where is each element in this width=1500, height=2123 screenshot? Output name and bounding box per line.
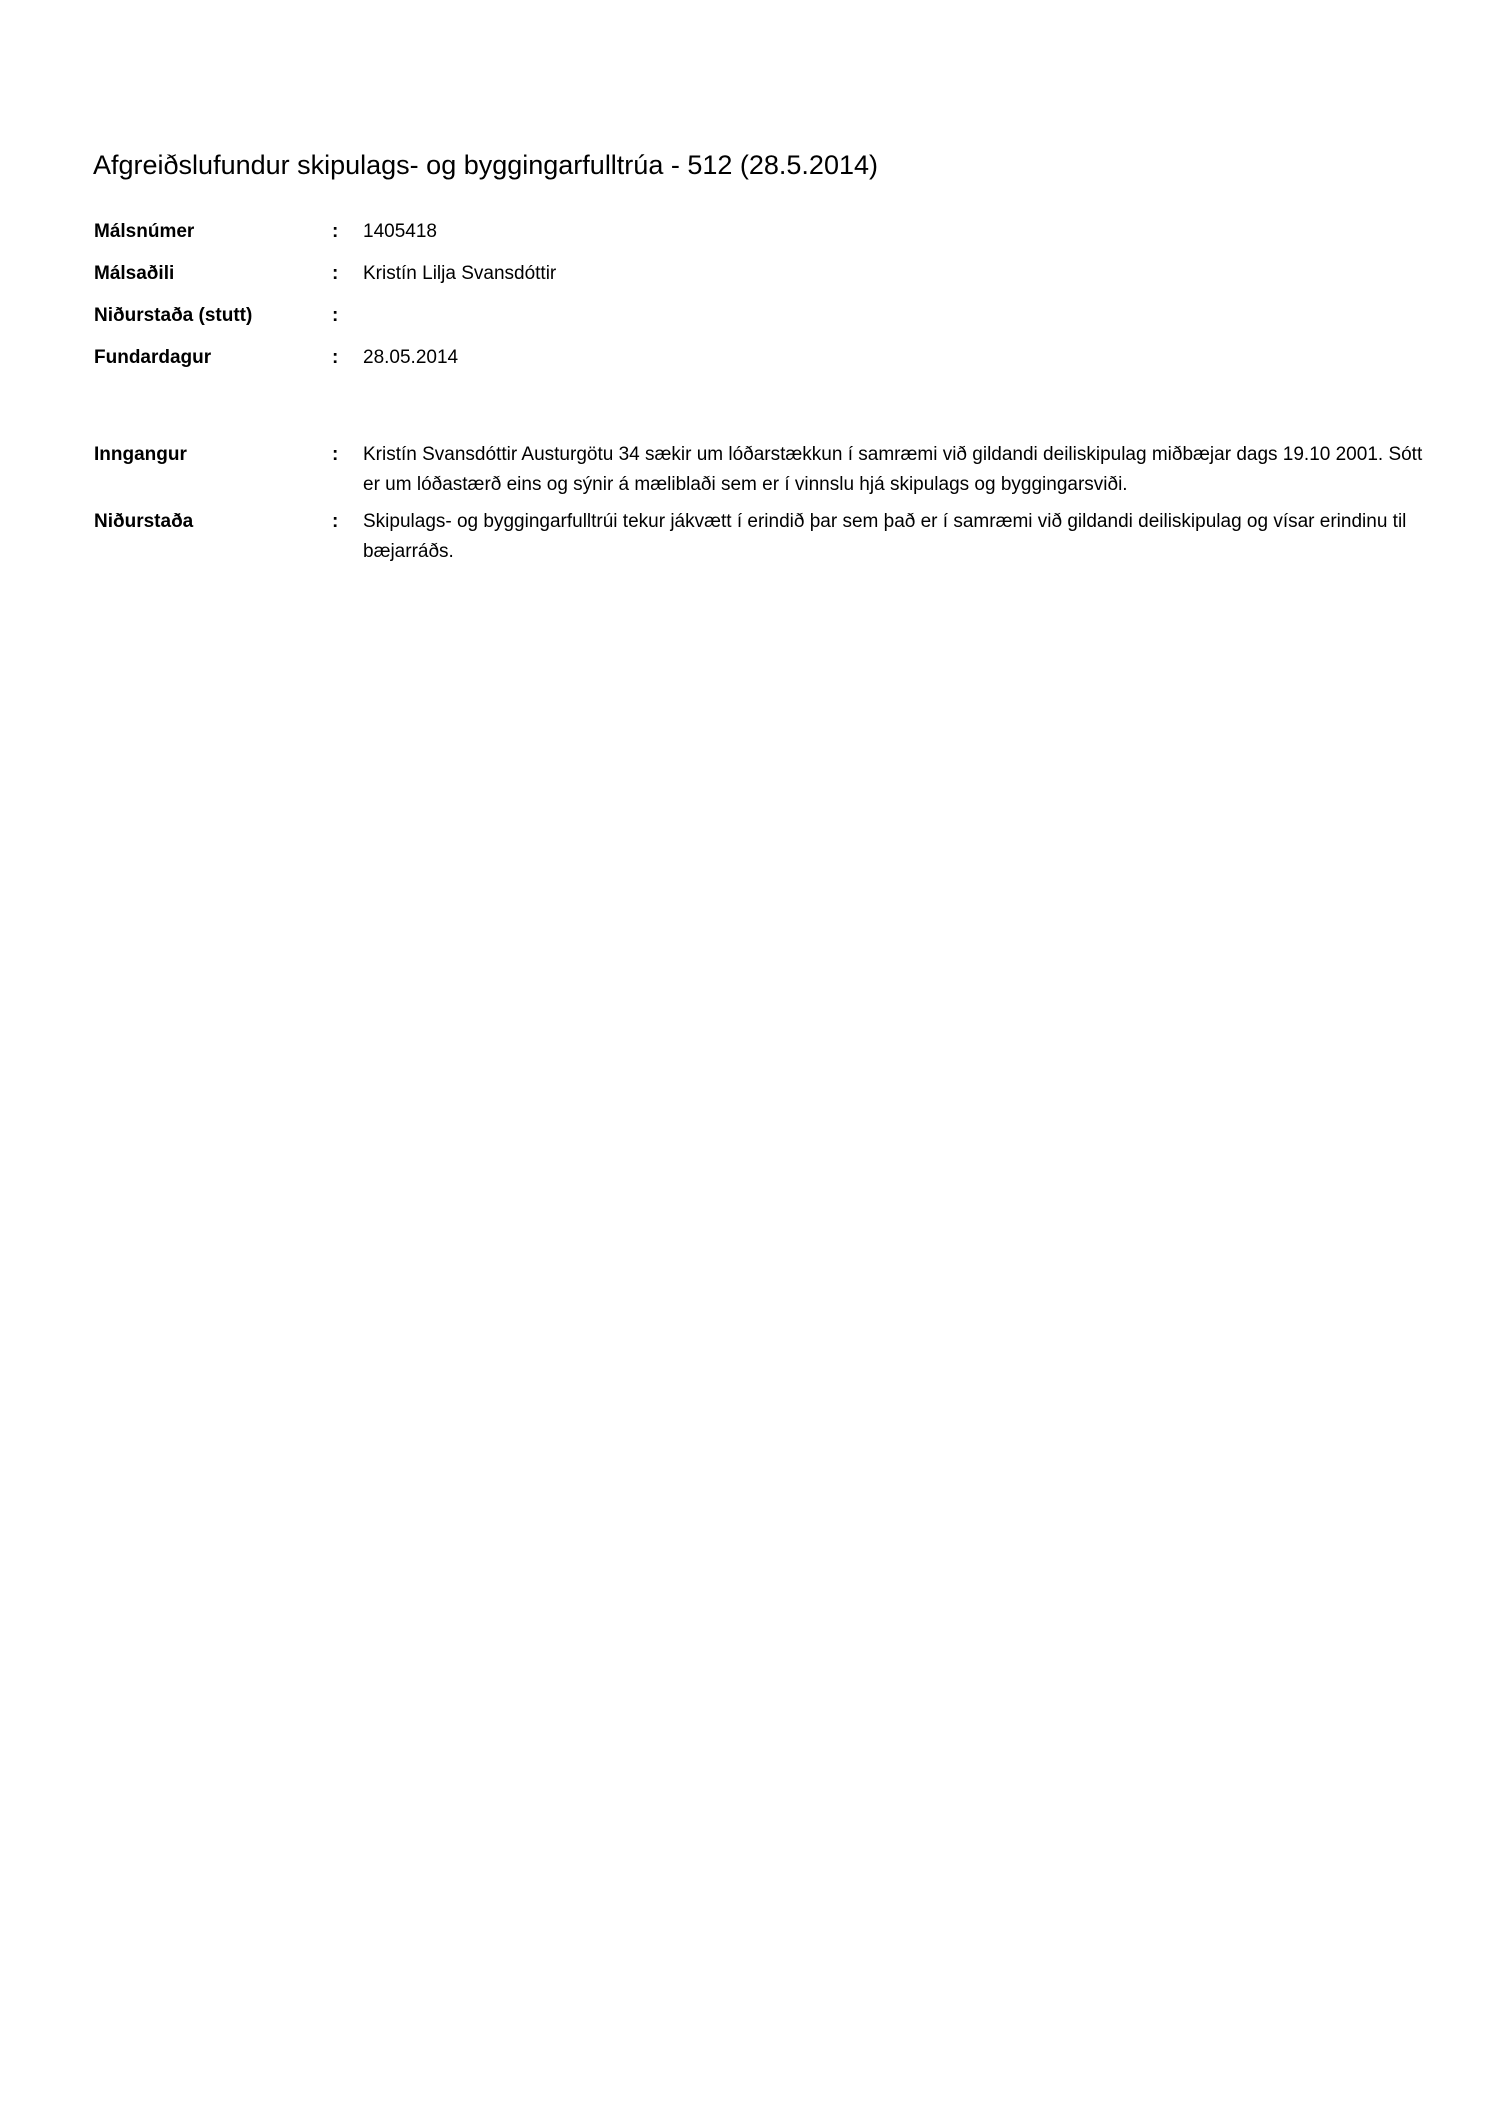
section-separator: : (332, 444, 339, 465)
field-separator: : (332, 347, 339, 368)
field-row-fundardagur (94, 347, 1442, 369)
field-value: Kristín Lilja Svansdóttir (363, 263, 557, 284)
field-value: 1405418 (363, 221, 437, 242)
section-text: Skipulags- og byggingarfulltrúi tekur jákvætt í erindið þar sem það er í samræmi við gildandi deiliskipulag og vísar erindinu til bæjarráðs. (363, 511, 1407, 562)
section-row-inngangur (94, 440, 1442, 500)
field-label: Niðurstaða (stutt) (94, 305, 253, 326)
field-label: Fundardagur (94, 347, 212, 368)
field-separator: : (332, 263, 339, 284)
field-separator: : (332, 305, 339, 326)
section-label: Niðurstaða (94, 511, 194, 532)
field-label: Málsnúmer (94, 221, 195, 242)
case-fields (94, 221, 1442, 389)
case-sections (94, 440, 1442, 574)
section-text: Kristín Svansdóttir Austurgötu 34 sækir um lóðarstækkun í samræmi við gildandi deiliskipulag miðbæjar dags 19.10 2001. Sótt er um lóðastærð eins og sýnir á mæliblaði sem er í vinnslu hjá skipulags og byggingarsviði. (363, 444, 1423, 495)
field-row-malsnumer (94, 221, 1442, 243)
field-label: Málsaðili (94, 263, 175, 284)
section-row-nidurstada (94, 507, 1442, 567)
page-title: Afgreiðslufundur skipulags- og byggingarfulltrúa - 512 (28.5.2014) (93, 150, 878, 180)
field-row-nidurstada-stutt (94, 305, 1442, 327)
field-value: 28.05.2014 (363, 347, 459, 368)
field-row-malsadili (94, 263, 1442, 285)
section-separator: : (332, 511, 339, 532)
field-separator: : (332, 221, 339, 242)
section-label: Inngangur (94, 444, 187, 465)
